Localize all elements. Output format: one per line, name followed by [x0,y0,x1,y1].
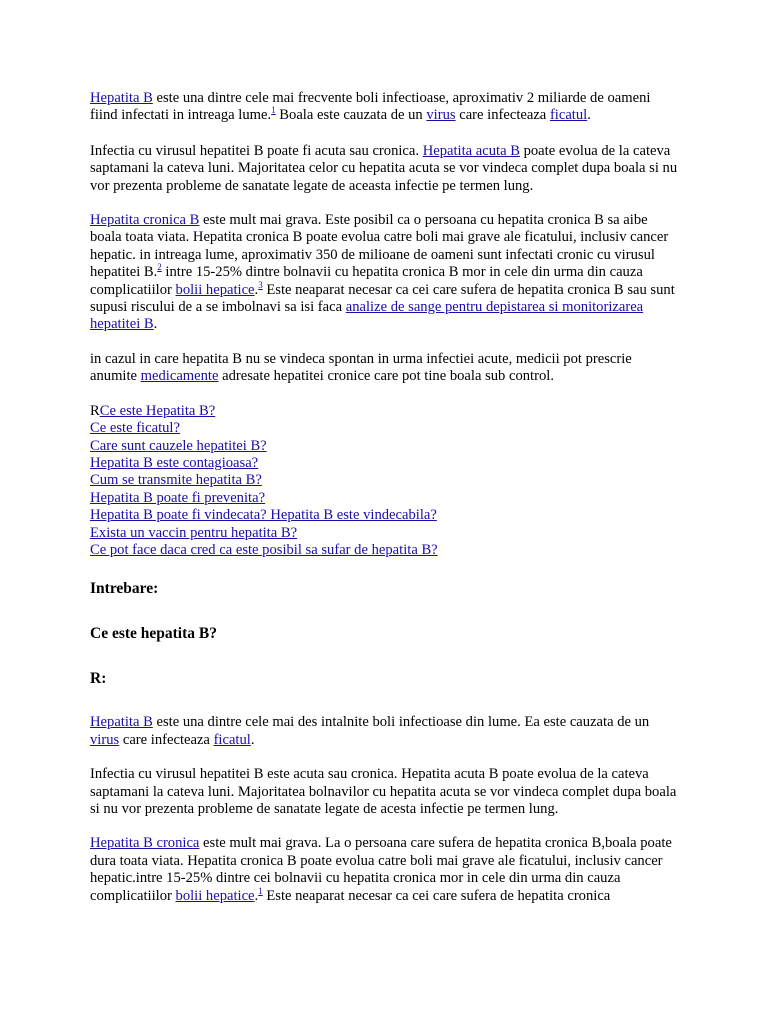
link-analize[interactable]: analize de sange pentru depistarea si monitorizarea hepatitei B [90,299,644,333]
text: care infecteaza [119,731,214,748]
answer-intro-paragraph [90,714,680,749]
toc-item [90,403,680,420]
heading-intrebare: Intrebare: [90,580,159,598]
toc-link[interactable]: Ce este Hepatita B? [99,402,216,419]
text: adresate hepatitei cronice care pot tine boala sub control. [218,368,554,385]
toc-link[interactable]: Care sunt cauzele hepatitei B? [90,437,267,454]
text: poate evolua de la cateva saptamani la cateva luni. Majoritatea celor cu hepatita acuta se vor vindeca complet dupa boala si nu vor prezenta probleme de sanatate legate de aceasta infectie pe termen lung. [90,142,678,194]
toc-link[interactable]: Hepatita B este contagioasa? [90,454,259,471]
text: . [254,281,259,298]
toc-link[interactable]: Ce pot face daca cred ca este posibil sa sufar de hepatita B? [90,541,438,558]
text: este mult mai grava. Este posibil ca o persoana cu hepatita cronica B sa aibe boala toata viata. Hepatita cronica B poate evolua catre boli mai grave ale ficatului, inclusiv cancer hepatic. in intreaga lume, aproximativ 350 de milioane de oameni sunt infectati cronic cu virusul hepatitei B. [90,212,669,281]
toc-item [90,542,680,559]
text: . [254,887,259,904]
answer-chronic-paragraph [90,835,680,905]
toc-link[interactable]: Exista un vaccin pentru hepatita B? [90,524,298,541]
footnote-1[interactable]: 1 [258,885,263,896]
toc-link[interactable]: Hepatita B poate fi vindecata? Hepatita B este vindecabila? [90,507,437,524]
text: care infecteaza [455,107,550,124]
text: . [250,731,255,748]
footnote-3[interactable]: 3 [258,279,263,290]
text: Este neaparat necesar ca cei care sufera de hepatita cronica [262,887,611,904]
text: . [587,107,591,124]
table-of-contents [90,403,680,560]
link-hepatita-cronica[interactable]: Hepatita cronica B [90,212,200,229]
link-hepatita-acuta[interactable]: Hepatita acuta B [422,142,520,159]
heading-question: Ce este hepatita B? [90,625,217,643]
link-ficatul[interactable]: ficatul [213,731,251,748]
acute-paragraph [90,143,680,195]
link-virus[interactable]: virus [426,107,456,124]
link-ficatul[interactable]: ficatul [549,107,588,124]
text: este una dintre cele mai des intalnite boli infectioase din lume. Ea este cauzata de un [152,714,650,731]
footnote-1[interactable]: 1 [271,105,276,116]
text: Infectia cu virusul hepatitei B poate fi acuta sau cronica. [90,142,423,159]
link-medicamente[interactable]: medicamente [140,368,219,385]
toc-item [90,420,680,437]
text: Este neaparat necesar ca cei care sufera de hepatita cronica B sau sunt supusi riscului de a se imbolnavi sa isi faca [90,281,675,316]
toc-item [90,472,680,489]
text: Boala este cauzata de un [275,107,427,124]
link-bolii-hepatice[interactable]: bolii hepatice [175,281,255,298]
intro-paragraph [90,90,680,125]
link-bolii-hepatice[interactable]: bolii hepatice [175,887,255,904]
text: . [153,316,158,333]
toc-link[interactable]: Hepatita B poate fi prevenita? [90,489,266,506]
toc-item [90,455,680,472]
toc-link[interactable]: Ce este ficatul? [90,420,180,437]
toc-link[interactable]: Cum se transmite hepatita B? [90,472,262,489]
text: este una dintre cele mai frecvente boli infectioase, aproximativ 2 miliarde de oameni fiind infectati in intreaga lume. [90,90,651,124]
chronic-paragraph [90,212,680,334]
toc-item [90,438,680,455]
toc-item [90,490,680,507]
document-page [90,90,680,922]
treatment-paragraph [90,351,680,386]
text: intre 15-25% dintre bolnavii cu hepatita cronica B mor in cele din urma din cauza complicatiilor [90,264,643,298]
answer-acute-paragraph [90,766,680,818]
toc-item [90,507,680,524]
toc-item [90,525,680,542]
link-hepatita-b[interactable]: Hepatita B [90,90,153,106]
link-virus[interactable]: virus [90,731,120,748]
text: Infectia cu virusul hepatitei B este acuta sau cronica. Hepatita acuta B poate evolua de la cateva saptamani la cateva luni. Majoritatea bolnavilor cu hepatita acuta se vor vindeca complet dupa boala si nu vor prezenta probleme de sanatate legate de acesta infectie pe termen lung. [90,766,677,817]
footnote-2[interactable]: 2 [157,262,162,273]
link-hepatita-b-cronica[interactable]: Hepatita B cronica [90,835,200,852]
toc-prefix: R [90,402,100,419]
heading-answer: R: [90,670,107,688]
text: este mult mai grava. La o persoana care sufera de hepatita cronica B,boala poate dura toata viata. Hepatita cronica B poate evolua catre boli mai grave ale ficatului, inclusiv cancer hepatic.intre 15-25% dintre cei bolnavii cu hepatita cronica mor in cele din urma din cauza complicatiilor [90,835,672,904]
link-hepatita-b[interactable]: Hepatita B [90,714,153,731]
text: in cazul in care hepatita B nu se vindeca spontan in urma infectiei acute, medicii pot prescrie anumite [90,350,632,385]
